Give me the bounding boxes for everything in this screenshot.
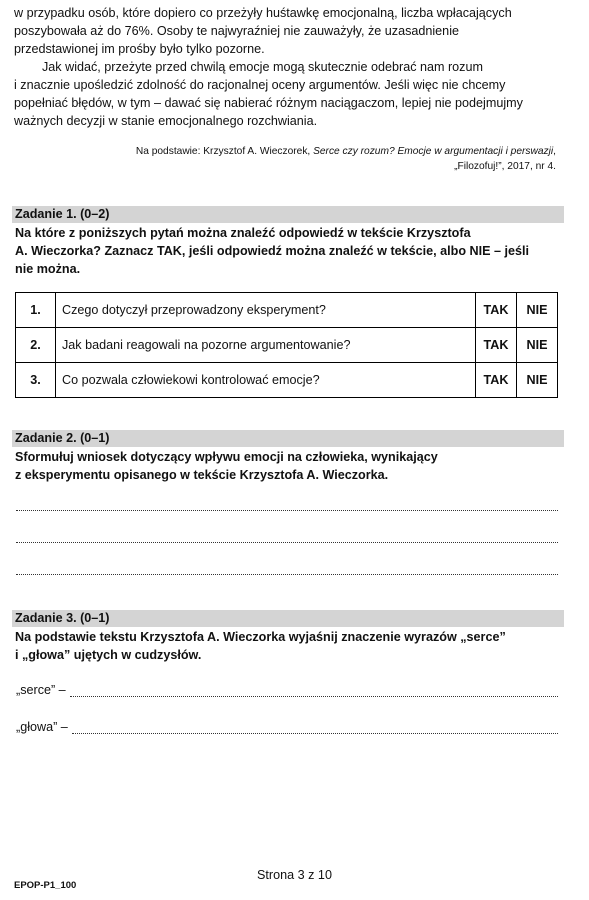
question-line: nie można. <box>15 262 81 276</box>
row-question: Jak badani reagowali na pozorne argumentowanie? <box>56 328 476 363</box>
option-yes[interactable]: TAK <box>476 293 517 328</box>
exam-code: EPOP-P1_100 <box>14 880 77 891</box>
paragraph-line: popełniać błędów, w tym – dawać się nabierać różnym naciągaczom, lepiej nie podejmujmy <box>14 96 523 110</box>
table-row <box>16 328 558 363</box>
question-line: z eksperymentu opisanego w tekście Krzysztofa A. Wieczorka. <box>15 468 389 482</box>
question-line: Na które z poniższych pytań można znaleźć odpowiedź w tekście Krzysztofa <box>15 226 471 240</box>
task1-question <box>15 224 560 278</box>
table-row <box>16 363 558 398</box>
row-number: 2. <box>16 328 56 363</box>
task2-header: Zadanie 2. (0–1) <box>12 430 564 447</box>
paragraph-line: Jak widać, przeżyte przed chwilą emocje mogą skutecznie odebrać nam rozum <box>42 60 483 74</box>
answer-line[interactable] <box>16 541 558 543</box>
answer-serce <box>16 683 558 697</box>
task2-question <box>15 448 560 484</box>
label-serce: „serce” – <box>16 683 66 697</box>
task1-header: Zadanie 1. (0–2) <box>12 206 564 223</box>
question-line: i „głowa” ujętych w cudzysłów. <box>15 648 202 662</box>
text-paragraph-2 <box>14 58 562 130</box>
option-no[interactable]: NIE <box>517 293 558 328</box>
paragraph-line: poszybowała aż do 76%. Osoby te najwyraźniej nie zauważyły, że uzasadnienie <box>14 24 459 38</box>
source-citation <box>136 144 556 174</box>
text-paragraph-1 <box>14 4 562 58</box>
page-number: Strona 3 z 10 <box>257 868 332 882</box>
paragraph-line: ważnych decyzji w stanie emocjonalnego rozchwiania. <box>14 114 318 128</box>
table-row <box>16 293 558 328</box>
paragraph-line: przedstawionej im prośby było tylko pozorne. <box>14 42 265 56</box>
answer-line[interactable] <box>70 684 558 697</box>
task1-table <box>15 292 558 398</box>
paragraph-line: w przypadku osób, które dopiero co przeżyły huśtawkę emocjonalną, liczba wpłacających <box>14 6 512 20</box>
row-number: 3. <box>16 363 56 398</box>
source-line2: „Filozofuj!”, 2017, nr 4. <box>454 161 556 172</box>
answer-glowa <box>16 720 558 734</box>
source-prefix: Na podstawie: Krzysztof A. Wieczorek, <box>135 146 314 157</box>
label-glowa: „głowa” – <box>16 720 68 734</box>
source-title: Serce czy rozum? Emocje w argumentacji i perswazji <box>313 146 554 157</box>
option-yes[interactable]: TAK <box>476 328 517 363</box>
option-no[interactable]: NIE <box>517 363 558 398</box>
row-question: Co pozwala człowiekowi kontrolować emocje? <box>56 363 476 398</box>
answer-line[interactable] <box>16 509 558 511</box>
row-question: Czego dotyczył przeprowadzony eksperyment? <box>56 293 476 328</box>
task3-header: Zadanie 3. (0–1) <box>12 610 564 627</box>
question-line: Na podstawie tekstu Krzysztofa A. Wieczorka wyjaśnij znaczenie wyrazów „serce” <box>15 630 506 644</box>
option-yes[interactable]: TAK <box>476 363 517 398</box>
question-line: Sformułuj wniosek dotyczący wpływu emocji na człowieka, wynikający <box>15 450 438 464</box>
answer-line[interactable] <box>16 573 558 575</box>
row-number: 1. <box>16 293 56 328</box>
task3-question <box>15 628 560 664</box>
source-suffix: , <box>553 146 556 157</box>
question-line: A. Wieczorka? Zaznacz TAK, jeśli odpowiedź można znaleźć w tekście, albo NIE – jeśli <box>15 244 530 258</box>
option-no[interactable]: NIE <box>517 328 558 363</box>
paragraph-line: i znacznie upośledzić zdolność do racjonalnej oceny argumentów. Jeśli więc nie chcemy <box>14 78 506 92</box>
answer-line[interactable] <box>72 721 558 734</box>
